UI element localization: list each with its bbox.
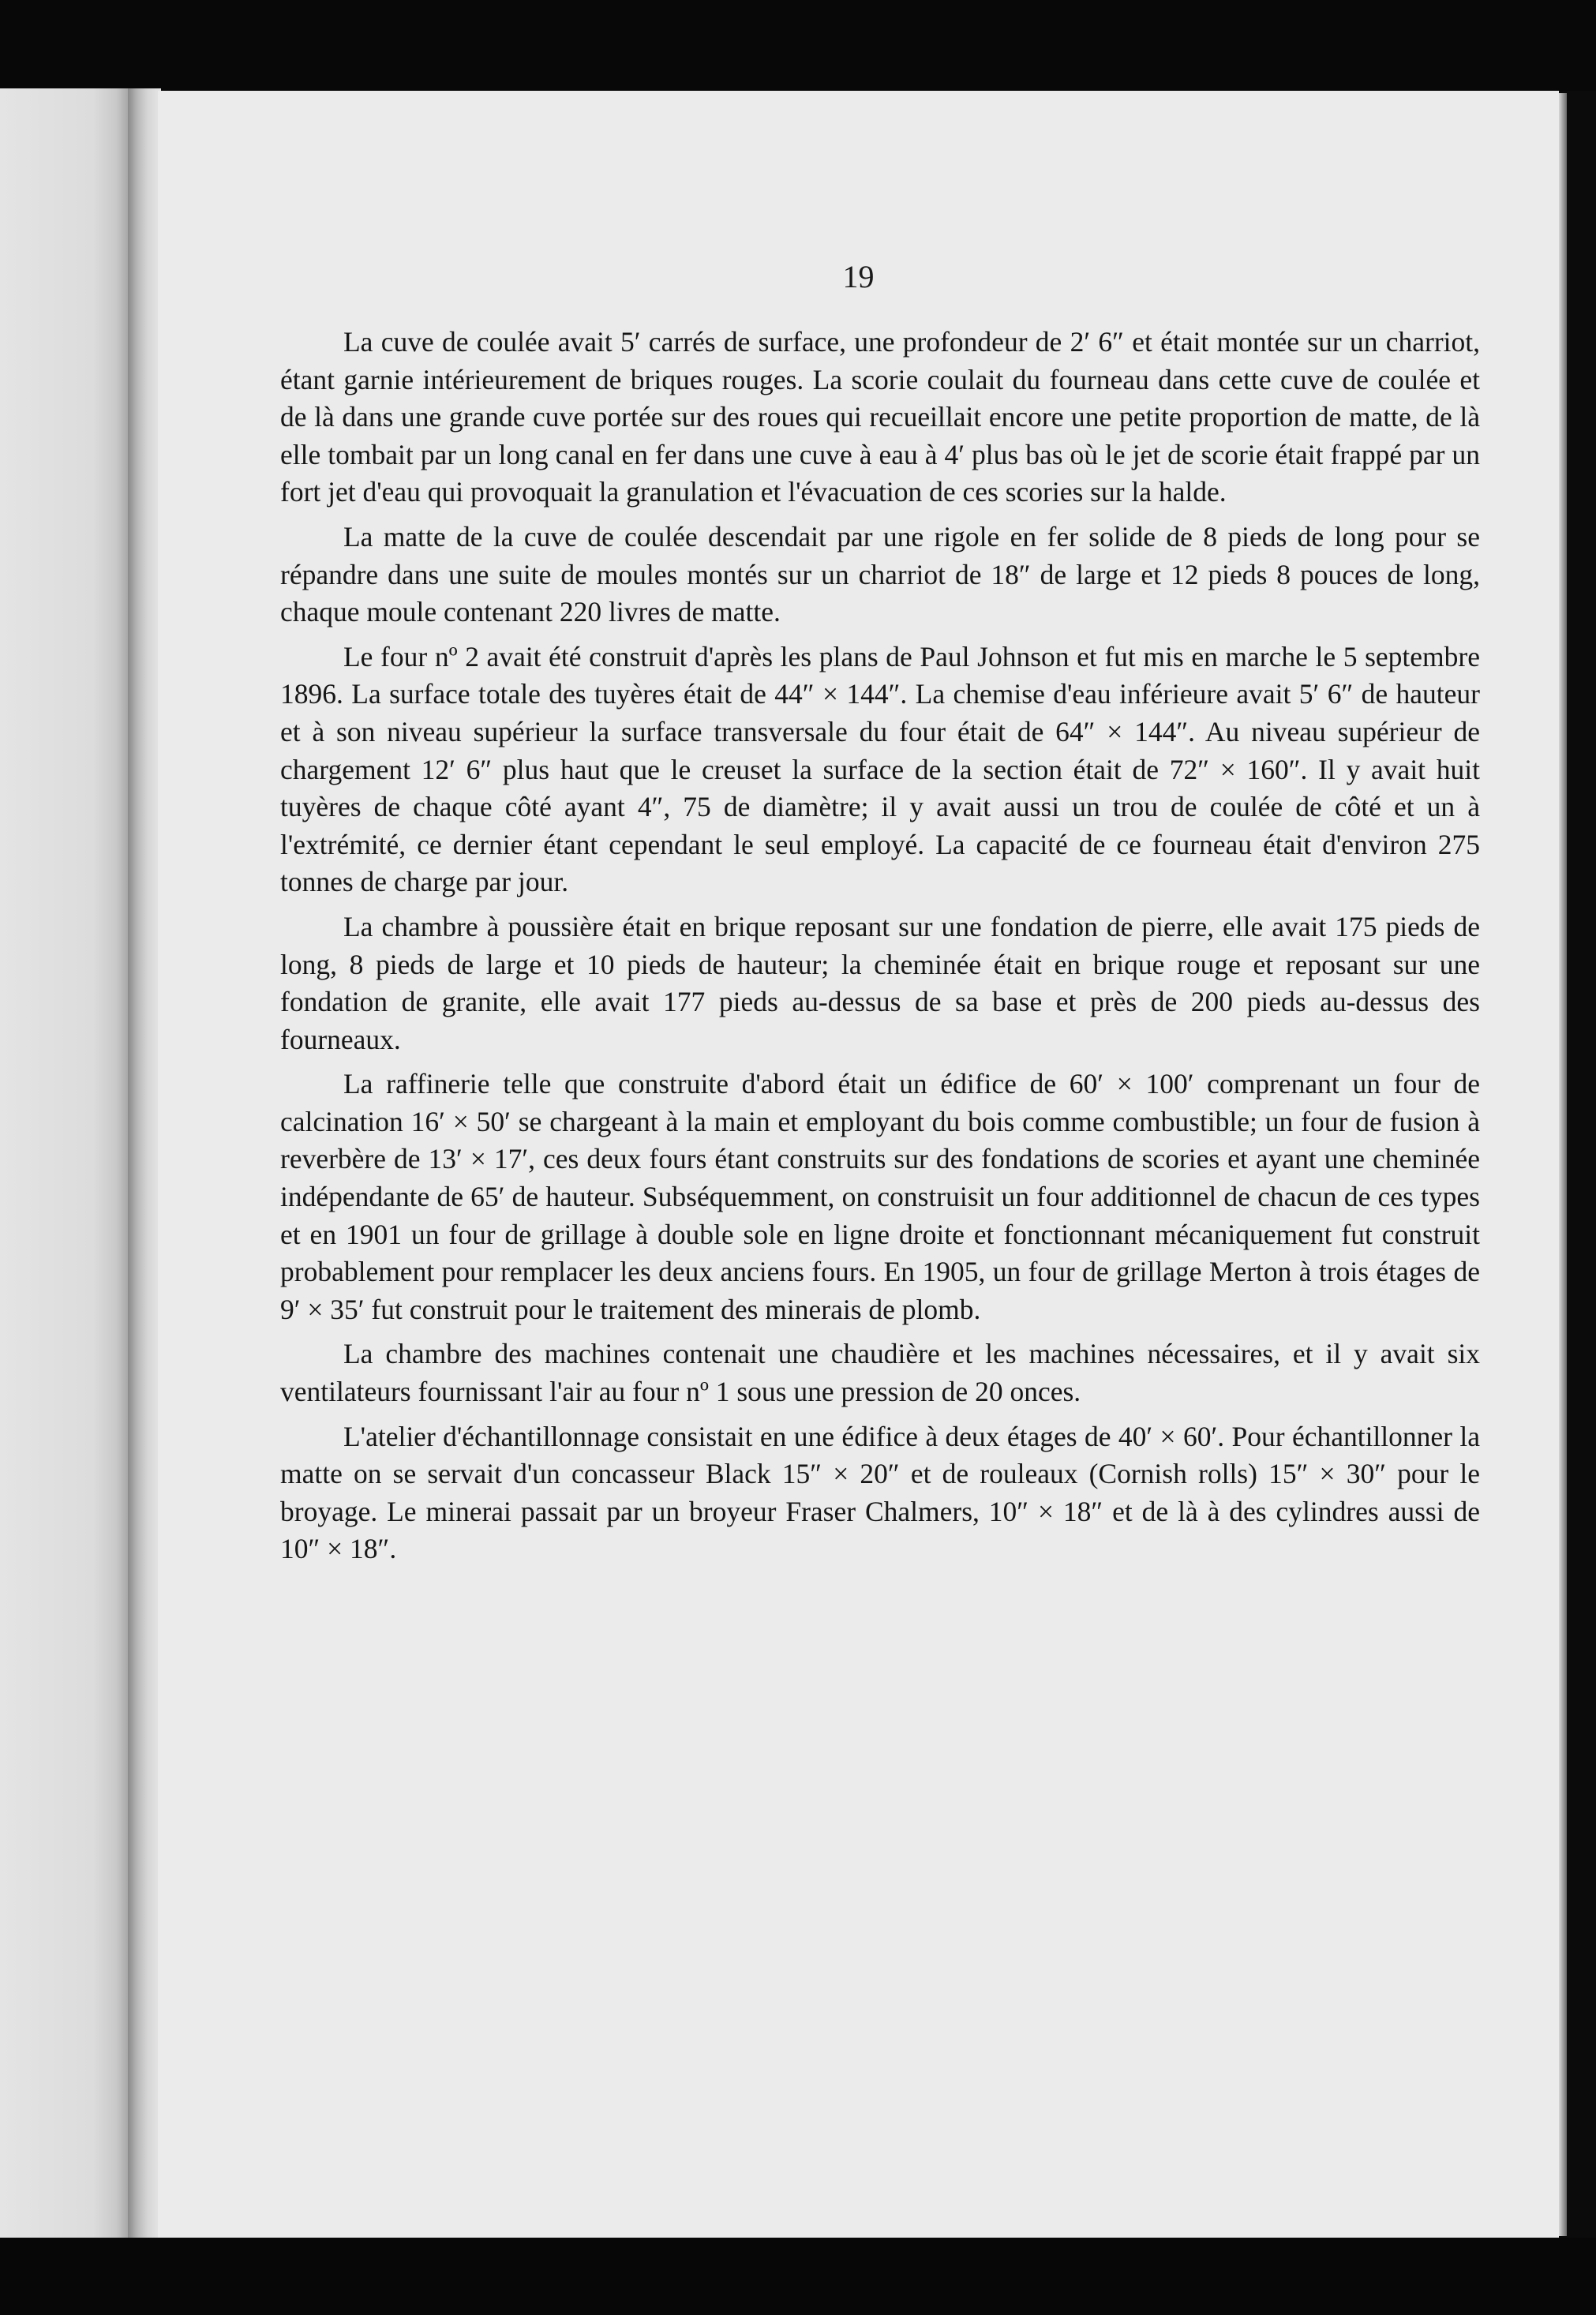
paragraph-four-no2: Le four nº 2 avait été construit d'après les plans de Paul Johnson et fut mis en marche le 5 septembre 1896. La surface totale des tuyères était de 44″ × 144″. La chemise d'eau inférieure avait 5′ 6″ de hauteur et à son niveau supérieur la surface transversale du four était de 64″ × 144″. Au niveau supérieur de chargement 12′ 6″ plus haut que le creuset la surface de la section était de 72″ × 160″. Il y avait huit tuyères de chaque côté ayant 4″, 75 de diamètre; il y avait aussi un trou de coulée de côté et un à l'extrémité, ce dernier étant cependant le seul employé. La capacité de ce fourneau était d'environ 275 tonnes de charge par jour. [280, 640, 1480, 898]
document-page [158, 91, 1559, 2238]
scan-border-top [0, 0, 1596, 91]
facing-page-edge [0, 88, 133, 2239]
page-number: 19 [842, 259, 875, 294]
page-right-edge [1559, 93, 1567, 2236]
scan-border-bottom [0, 2238, 1596, 2315]
book-gutter [128, 88, 161, 2239]
paragraph-chambre-poussiere: La chambre à poussière était en brique reposant sur une fondation de pierre, elle avait 175 pieds de long, 8 pieds de large et 10 pieds de hauteur; la cheminée était en brique rouge et reposant sur une fondation de granite, elle avait 177 pieds au-dessus de sa base et près de 200 pieds au-dessus des fourneaux. [280, 910, 1480, 1055]
paragraph-matte: La matte de la cuve de coulée descendait par une rigole en fer solide de 8 pieds de long pour se répandre dans une suite de moules montés sur un charriot de 18″ de large et 12 pieds 8 pouces de long, chaque moule contenant 220 livres de matte. [280, 520, 1480, 628]
body-text [280, 324, 1480, 1575]
paragraph-cuve-de-coulee: La cuve de coulée avait 5′ carrés de surface, une profondeur de 2′ 6″ et était montée sur un charriot, étant garnie intérieurement de briques rouges. La scorie coulait du fourneau dans cette cuve de coulée et de là dans une grande cuve portée sur des roues qui recueillait encore une petite proportion de matte, de là elle tombait par un long canal en fer dans une cuve à eau à 4′ plus bas où le jet de scorie était frappé par un fort jet d'eau qui provoquait la granulation et l'évacuation de ces scories sur la halde. [280, 326, 1480, 508]
paragraph-raffinerie: La raffinerie telle que construite d'abord était un édifice de 60′ × 100′ comprenant un four de calcination 16′ × 50′ se chargeant à la main et employant du bois comme combustible; un four de fusion à reverbère de 13′ × 17′, ces deux fours étant construits sur des fondations de scories et ayant une cheminée indépendante de 65′ de hauteur. Subséquemment, on construisit un four additionnel de chacun de ces types et en 1901 un four de grillage à double sole en ligne droite et fonctionnant mécaniquement fut construit probablement pour remplacer les deux anciens fours. En 1905, un four de grillage Merton à trois étages de 9′ × 35′ fut construit pour le traitement des minerais de plomb. [280, 1068, 1480, 1325]
paragraph-chambre-machines: La chambre des machines contenait une chaudière et les machines nécessaires, et il y avait six ventilateurs fournissant l'air au four nº 1 sous une pression de 20 onces. [280, 1338, 1480, 1408]
paragraph-atelier-echantillonnage: L'atelier d'échantillonnage consistait en une édifice à deux étages de 40′ × 60′. Pour échantillonner la matte on se servait d'un concasseur Black 15″ × 20″ et de rouleaux (Cornish rolls) 15″ × 30″ pour le broyage. Le minerai passait par un broyeur Fraser Chalmers, 10″ × 18″ et de là à des cylindres aussi de 10″ × 18″. [280, 1420, 1480, 1565]
